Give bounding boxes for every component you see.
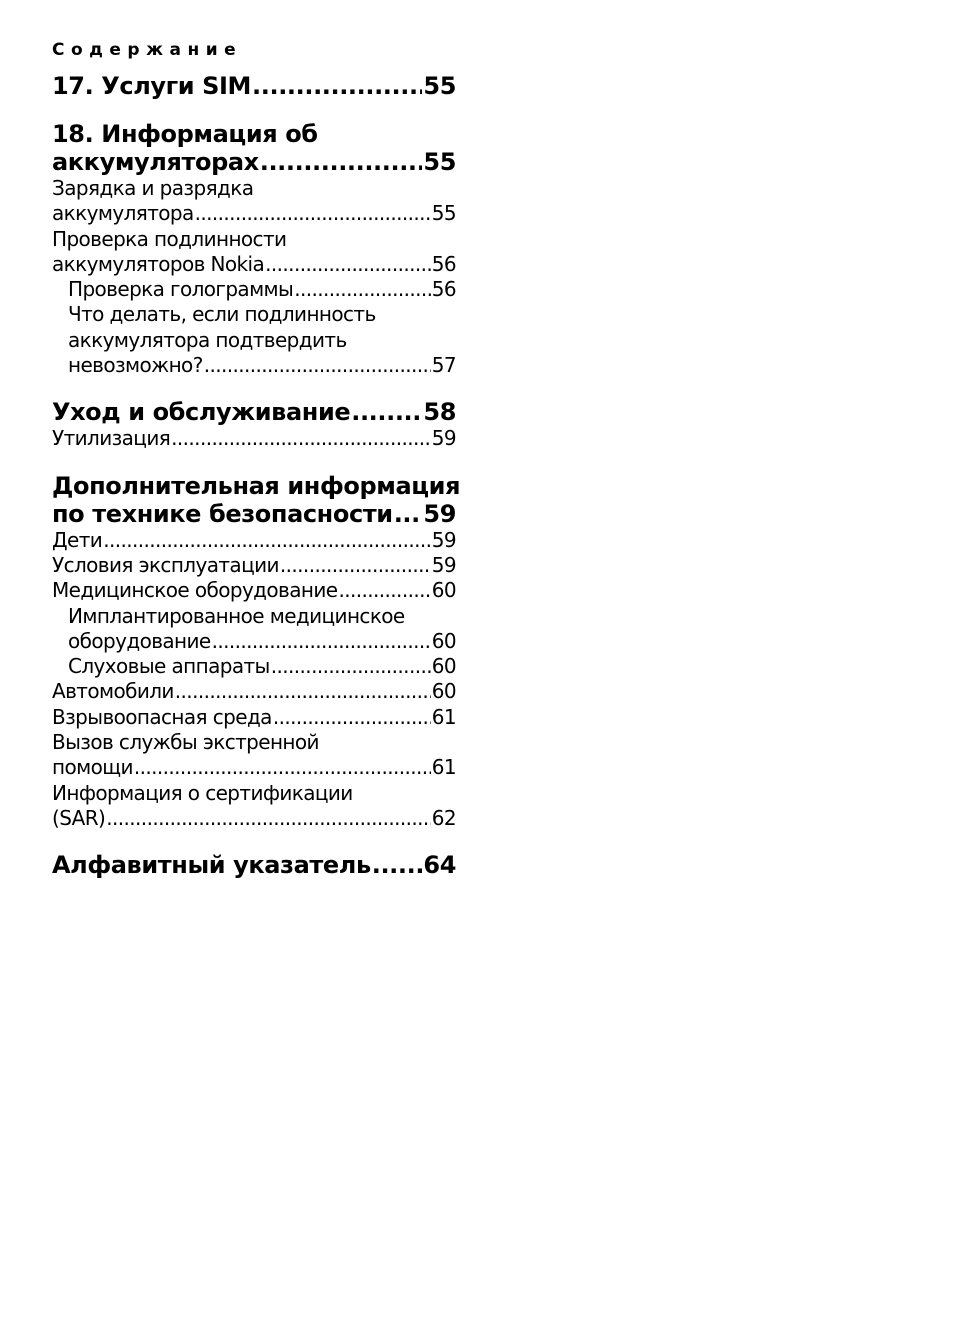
page-number: 61	[431, 755, 456, 780]
toc-entry[interactable]	[52, 604, 456, 655]
toc-entry-row	[52, 806, 456, 831]
toc-entry-title-line: 18. Информация об	[52, 120, 318, 148]
toc-entry-title: по технике безопасности	[52, 499, 393, 528]
toc-entry[interactable]	[52, 705, 456, 730]
page-number: 56	[431, 251, 456, 276]
dot-leader	[372, 851, 423, 879]
page-number: 59	[431, 552, 456, 577]
toc-entry-title-line: Дополнительная информация	[52, 471, 461, 500]
page-number: 58	[423, 398, 456, 427]
toc-entry-title: Проверка голограммы	[68, 277, 294, 302]
toc-entry-row	[52, 679, 456, 704]
toc-entry[interactable]	[52, 578, 456, 603]
page-number: 59	[423, 499, 456, 528]
toc-entry[interactable]	[52, 426, 456, 451]
toc-chapter[interactable]	[52, 471, 461, 528]
toc-chapter[interactable]	[52, 120, 456, 176]
toc-entry-title: Медицинское оборудование	[52, 578, 338, 603]
toc-entry-row	[52, 705, 456, 730]
dot-leader	[134, 755, 431, 780]
page-number: 59	[431, 527, 456, 552]
toc-entry-row	[52, 398, 456, 426]
toc-entry-title: оборудование	[68, 628, 211, 653]
toc-entry-title: Утилизация	[52, 426, 171, 451]
page-number: 55	[423, 72, 456, 100]
toc-entry-title: невозможно?	[68, 353, 203, 378]
toc-entry-row	[52, 72, 456, 100]
toc-entry-row	[68, 629, 456, 654]
toc-entry-title: аккумуляторов Nokia	[52, 251, 265, 276]
toc-entry-title: Алфавитный указатель	[52, 851, 371, 880]
dot-leader	[106, 806, 430, 831]
toc-entry-row	[52, 252, 456, 277]
toc-entry-title: Уход и обслуживание	[52, 398, 351, 427]
toc-entry-title: Слуховые аппараты	[68, 654, 270, 679]
dot-leader	[175, 679, 431, 704]
page-number: 64	[423, 851, 456, 880]
dot-leader	[252, 72, 422, 100]
toc-entry[interactable]	[52, 176, 456, 227]
dot-leader	[271, 654, 431, 679]
toc-entry-title: аккумуляторах	[52, 148, 259, 176]
toc-entry[interactable]	[52, 679, 456, 704]
toc-entry-title: Условия эксплуатации	[52, 552, 279, 577]
toc-entry[interactable]	[52, 227, 456, 278]
dot-leader	[195, 201, 431, 226]
toc-chapter[interactable]	[52, 72, 456, 100]
dot-leader	[212, 629, 431, 654]
toc-entry-title: помощи	[52, 755, 133, 780]
table-of-contents	[52, 72, 461, 880]
toc-entry[interactable]	[52, 302, 456, 378]
toc-entry-row	[52, 578, 456, 603]
toc-entry-title: Взрывоопасная среда	[52, 704, 272, 729]
toc-entry[interactable]	[52, 654, 456, 679]
page-header: Содержание	[52, 40, 243, 60]
toc-entry-title: 17. Услуги SIM	[52, 72, 252, 100]
toc-entry-title-line: Вызов службы экстренной	[52, 730, 319, 755]
dot-leader	[265, 252, 431, 277]
toc-entry-row	[52, 755, 456, 780]
dot-leader	[351, 398, 422, 426]
toc-entry-row	[52, 201, 456, 226]
toc-entry[interactable]	[52, 277, 456, 302]
toc-entry-row	[52, 148, 456, 176]
toc-entry[interactable]	[52, 781, 456, 832]
toc-entry-row	[68, 353, 456, 378]
dot-leader	[171, 426, 431, 451]
page-number: 57	[431, 353, 456, 378]
dot-leader	[260, 148, 423, 176]
dot-leader	[280, 553, 431, 578]
dot-leader	[204, 353, 431, 378]
toc-entry[interactable]	[52, 528, 456, 553]
page-number: 55	[431, 201, 456, 226]
toc-entry-row	[52, 553, 456, 578]
toc-entry-title-line: Зарядка и разрядка	[52, 176, 254, 200]
dot-leader	[294, 277, 431, 302]
toc-entry-row	[52, 500, 456, 528]
toc-entry-title: Автомобили	[52, 679, 174, 704]
page-number: 60	[431, 654, 456, 679]
page-number: 61	[431, 704, 456, 729]
toc-chapter[interactable]	[52, 851, 456, 879]
toc-entry[interactable]	[52, 553, 456, 578]
toc-entry-row	[52, 851, 456, 879]
toc-entry-title-line: Имплантированное медицинское	[68, 603, 405, 628]
toc-entry-title-line: Информация о сертификации	[52, 780, 353, 805]
toc-entry[interactable]	[52, 730, 456, 781]
dot-leader	[338, 578, 430, 603]
page-number: 62	[431, 805, 456, 830]
toc-entry-row	[52, 528, 456, 553]
page-number: 56	[431, 277, 456, 302]
toc-entry-row	[68, 277, 456, 302]
toc-entry-row	[52, 426, 456, 451]
page-number: 60	[431, 679, 456, 704]
page-number: 55	[423, 148, 456, 176]
page-number: 60	[431, 628, 456, 653]
page-number: 60	[431, 578, 456, 603]
dot-leader	[273, 705, 431, 730]
toc-entry-title-line: Что делать, если подлинность	[68, 302, 376, 327]
dot-leader	[103, 528, 431, 553]
toc-entry-title-line: аккумулятора подтвердить	[68, 327, 347, 352]
toc-chapter[interactable]	[52, 398, 456, 426]
toc-entry-title: Дети	[52, 527, 103, 552]
dot-leader	[394, 500, 423, 528]
toc-entry-title-line: Проверка подлинности	[52, 226, 287, 251]
page-number: 59	[431, 426, 456, 451]
toc-entry-title: аккумулятора	[52, 201, 194, 226]
toc-entry-row	[68, 654, 456, 679]
toc-entry-title: (SAR)	[52, 805, 106, 830]
